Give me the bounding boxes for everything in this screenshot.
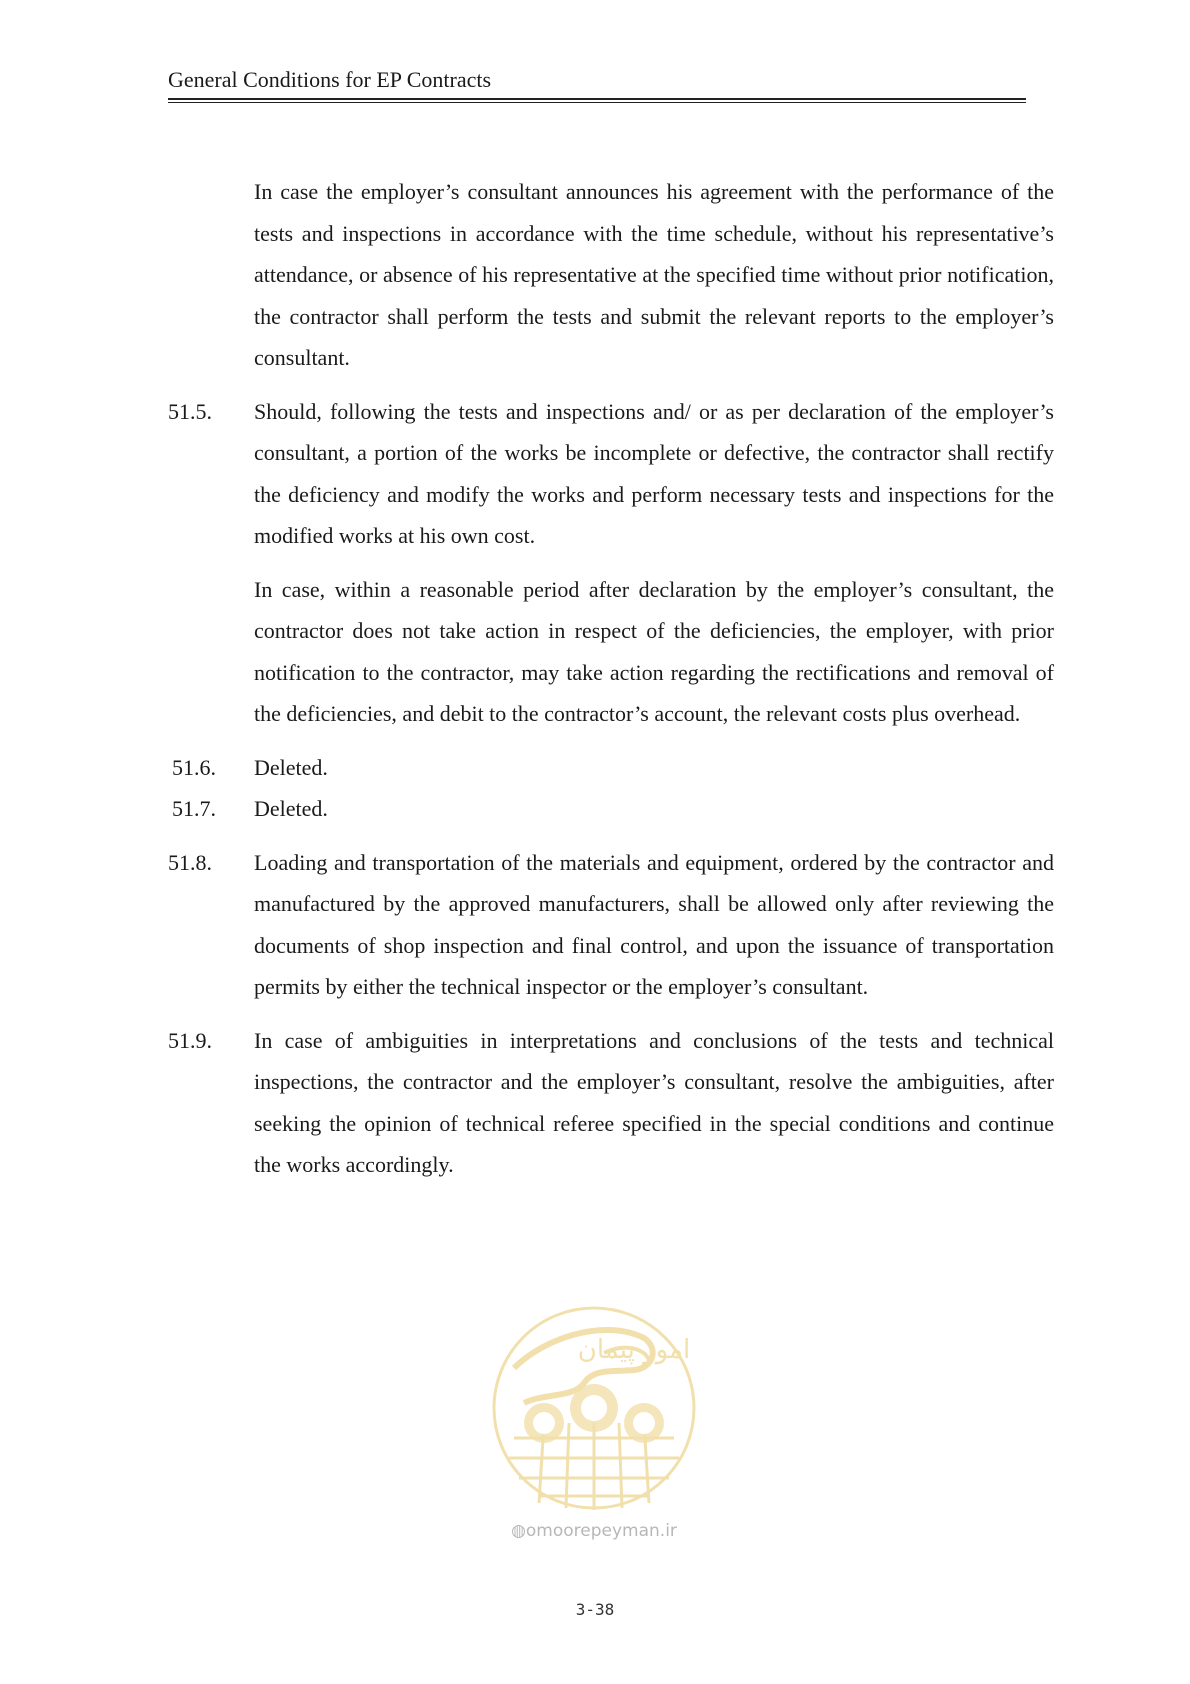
- clause-number: 51.5.: [168, 398, 212, 424]
- header-rule-thin: [168, 102, 1026, 103]
- globe-icon: ◍: [511, 1521, 526, 1541]
- clause-51-5-continuation: In case, within a reasonable period after declaration by the employer’s consultant, the contractor does not take action in respect of the deficiencies, the employer, with prior notification to the contractor, may take action regarding the rectifications and removal of the deficiencies, and debit to the contractor’s account, the relevant costs plus overhead.: [254, 576, 1054, 726]
- clause-text: In case of ambiguities in interpretations and conclusions of the tests and technical inspections, the contractor and the employer’s consultant, resolve the ambiguities, after seeking the opinion of technical referee specified in the special conditions and continue the works accordingly.: [254, 1027, 1054, 1177]
- watermark-site-text: ◍omoorepeyman.ir: [511, 1521, 677, 1541]
- clause-51-9: [168, 1020, 1054, 1186]
- clause-51-5: [168, 391, 1054, 557]
- document-body: [168, 171, 1054, 1186]
- clause-text: Should, following the tests and inspections and/ or as per declaration of the employer’s consultant, a portion of the works be incomplete or defective, the contractor shall rectify the deficiency and modify the works and perform necessary tests and inspections for the modified works at his own cost.: [254, 398, 1054, 548]
- clause-number: 51.7.: [172, 796, 216, 821]
- document-header-title: General Conditions for EP Contracts: [168, 67, 492, 92]
- clause-number: 51.6.: [172, 754, 216, 780]
- page-number: 3-38: [575, 1600, 615, 1619]
- clause-text: Deleted.: [254, 796, 328, 821]
- clause-number: 51.8.: [168, 849, 212, 875]
- intro-paragraph: In case the employer’s consultant announces his agreement with the performance of the tests and inspections in accordance with the time schedule, without his representative’s attendance, or absence of his representative at the specified time without prior notification, the contractor shall perform the tests and submit the relevant reports to the employer’s consultant.: [254, 179, 1054, 370]
- clause-number: 51.9.: [168, 1027, 212, 1053]
- header-rule-thick: [168, 98, 1026, 100]
- clause-51-8: [168, 842, 1054, 1008]
- watermark-logo: [484, 1298, 704, 1518]
- clause-text: Deleted.: [254, 754, 328, 780]
- watermark-script-text: امور پیمان: [577, 1335, 691, 1365]
- clause-51-7: [168, 788, 1054, 830]
- clause-text: Loading and transportation of the materials and equipment, ordered by the contractor and manufactured by the approved manufacturers, shall be allowed only after reviewing the documents of shop inspection and final control, and upon the issuance of transportation permits by either the technical inspector or the employer’s consultant.: [254, 849, 1054, 999]
- clause-51-6: [168, 747, 1054, 789]
